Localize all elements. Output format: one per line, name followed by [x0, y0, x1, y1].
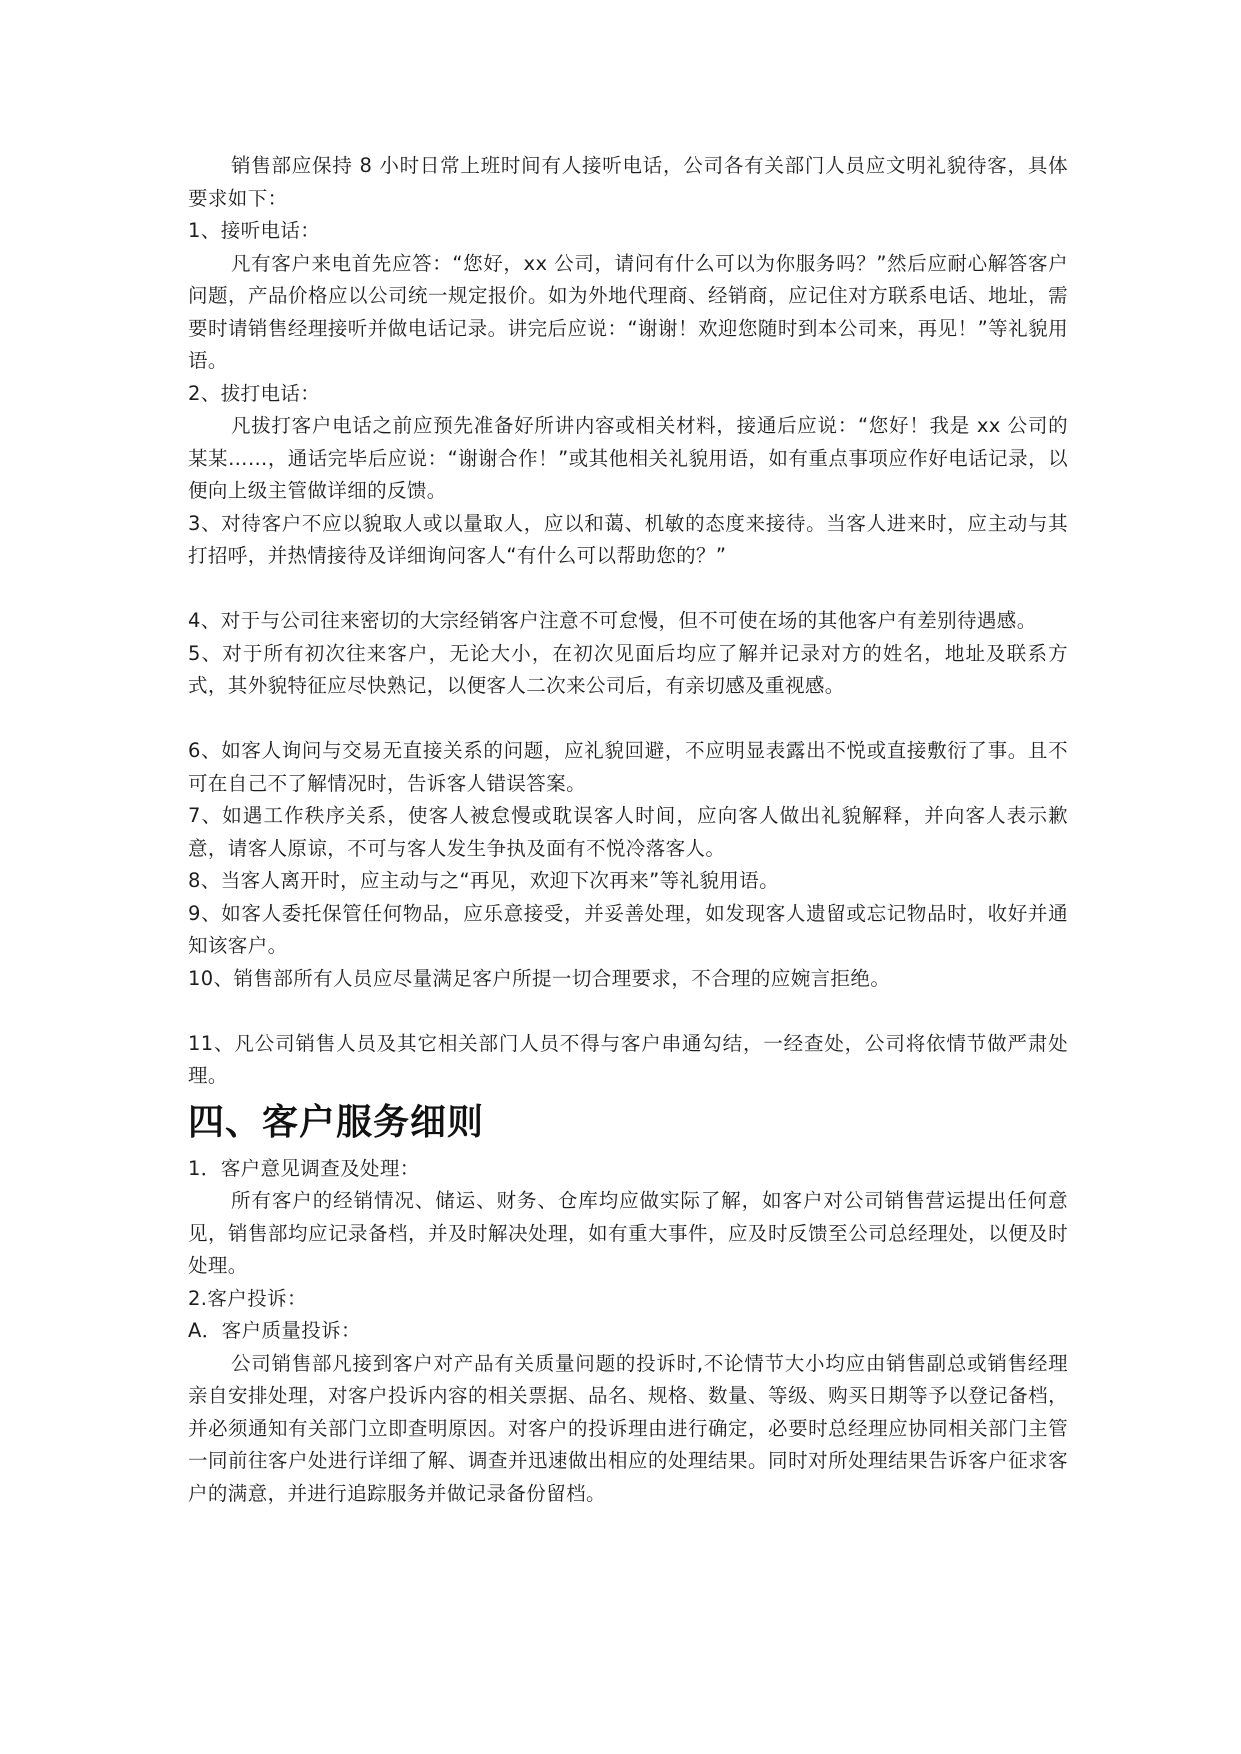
document-page [188, 150, 1068, 1510]
section-4-heading: 四、客户服务细则 [188, 1100, 485, 1143]
item-1-title: 1、接听电话： [188, 219, 321, 242]
section-4-item-a-body: 公司销售部凡接到客户对产品有关质量问题的投诉时,不论情节大小均应由销售副总或销售经理亲自安排处理，对客户投诉内容的相关票据、品名、规格、数量、等级、购买日期等予以登记备档，并必须通知有关部门立即查明原因。对客户的投诉理由进行确定，必要时总经理应协同相关部门主管一同前往客户处进行详细了解、调查并迅速做出相应的处理结果。同时对所处理结果告诉客户征求客户的满意，并进行追踪服务并做记录备份留档。 [188, 1351, 1068, 1505]
section-4-item-a-title: A．客户质量投诉： [188, 1319, 361, 1342]
section-4-item-1-title: 1．客户意见调查及处理： [188, 1156, 420, 1180]
item-2-title: 2、拔打电话： [188, 381, 321, 405]
section-4-item-2-title: 2.客户投诉： [188, 1286, 307, 1310]
section-4-item-1-body: 所有客户的经销情况、储运、财务、仓库均应做实际了解，如客户对公司销售营运提出任何意见，销售部均应记录备档，并及时解决处理，如有重大事件，应及时反馈至公司总经理处，以便及时处理。 [188, 1189, 1068, 1277]
item-7-paragraph: 7、如遇工作秩序关系，使客人被怠慢或耽误客人时间，应向客人做出礼貌解释，并向客人表示歉意，请客人原谅，不可与客人发生争执及面有不悦冷落客人。 [188, 804, 1068, 860]
item-11-paragraph: 11、凡公司销售人员及其它相关部门人员不得与客户串通勾结，一经查处，公司将依情节做严肃处理。 [188, 1031, 1068, 1087]
item-2-body: 凡拔打客户电话之前应预先准备好所讲内容或相关材料，接通后应说：“您好！我是 xx 公司的某某……，通话完毕后应说：“谢谢合作！”或其他相关礼貌用语，如有重点事项应作好电话记录，以便向上级主管做详细的反馈。 [188, 414, 1068, 502]
item-6-paragraph: 6、如客人询问与交易无直接关系的问题，应礼貌回避，不应明显表露出不悦或直接敷衍了事。且不可在自己不了解情况时，告诉客人错误答案。 [188, 739, 1068, 795]
item-9-paragraph: 9、如客人委托保管任何物品，应乐意接受，并妥善处理，如发现客人遗留或忘记物品时，收好并通知该客户。 [188, 901, 1068, 957]
item-10-paragraph: 10、销售部所有人员应尽量满足客户所提一切合理要求，不合理的应婉言拒绝。 [188, 966, 891, 990]
item-5-paragraph: 5、对于所有初次往来客户，无论大小，在初次见面后均应了解并记录对方的姓名，地址及联系方式，其外貌特征应尽快熟记，以便客人二次来公司后，有亲切感及重视感。 [188, 641, 1068, 697]
intro-paragraph: 销售部应保持 8 小时日常上班时间有人接听电话，公司各有关部门人员应文明礼貌待客，具体要求如下： [188, 154, 1068, 210]
item-8-paragraph: 8、当客人离开时，应主动与之“再见，欢迎下次再来”等礼貌用语。 [188, 869, 780, 892]
item-3-paragraph: 3、对待客户不应以貌取人或以量取人，应以和蔼、机敏的态度来接待。当客人进来时，应主动与其打招呼，并热情接待及详细询问客人“有什么可以帮助您的？” [188, 511, 1068, 567]
item-1-body: 凡有客户来电首先应答：“您好，xx 公司，请问有什么可以为你服务吗？”然后应耐心解答客户问题，产品价格应以公司统一规定报价。如为外地代理商、经销商，应记住对方联系电话、地址，需要时请销售经理接听并做电话记录。讲完后应说：“谢谢！欢迎您随时到本公司来，再见！”等礼貌用语。 [188, 251, 1068, 372]
item-4-paragraph: 4、对于与公司往来密切的大宗经销客户注意不可怠慢，但不可使在场的其他客户有差别待遇感。 [188, 609, 1037, 632]
